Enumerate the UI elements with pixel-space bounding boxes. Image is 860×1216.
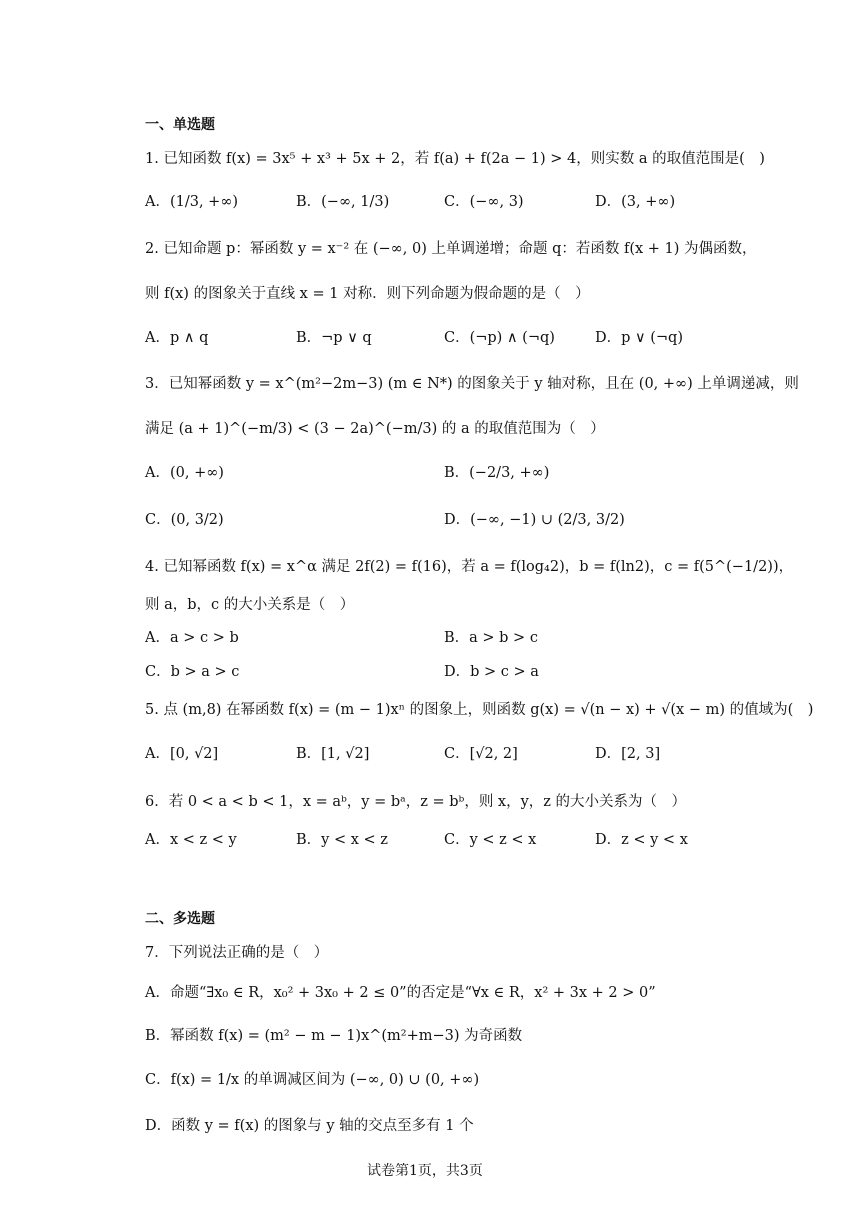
- question-2-stem-line1: 2. 已知命题 p：幂函数 y = x⁻² 在 (−∞, 0) 上单调递增；命题 q：若函数 f(x + 1) 为偶函数，: [145, 241, 757, 257]
- section-title-multi: 二、多选题: [145, 911, 215, 927]
- question-4-stem-line1: 4. 已知幂函数 f(x) = x^α 满足 2f(2) = f(16)，若 a = f(log₄2)，b = f(ln2)，c = f(5^(−1/2))，: [145, 559, 794, 575]
- question-5-option-b: B．[1, √2]: [296, 746, 370, 762]
- section-title-single: 一、单选题: [145, 117, 215, 133]
- question-4-option-d: D．b > c > a: [444, 664, 539, 680]
- question-3-stem-line2: 满足 (a + 1)^(−m/3) < (3 − 2a)^(−m/3) 的 a 的取值范围为（ ）: [145, 421, 605, 437]
- question-5-stem: 5. 点 (m,8) 在幂函数 f(x) = (m − 1)xⁿ 的图象上，则函数 g(x) = √(n − x) + √(x − m) 的值域为( ): [145, 702, 814, 718]
- page-footer: 试卷第1页，共3页: [367, 1163, 483, 1179]
- question-1-option-d: D．(3, +∞): [595, 194, 676, 210]
- question-7-stem: 7．下列说法正确的是（ ）: [145, 945, 329, 961]
- question-2-stem-line2: 则 f(x) 的图象关于直线 x = 1 对称．则下列命题为假命题的是（ ）: [145, 286, 590, 302]
- question-3-option-a: A．(0, +∞): [145, 465, 224, 481]
- question-1-option-c: C．(−∞, 3): [444, 194, 524, 210]
- question-6-option-d: D．z < y < x: [595, 832, 688, 848]
- question-4-stem-line2: 则 a，b，c 的大小关系是（ ）: [145, 597, 355, 613]
- question-6-stem: 6．若 0 < a < b < 1，x = aᵇ，y = bᵃ，z = bᵇ，则 x，y，z 的大小关系为（ ）: [145, 794, 687, 810]
- question-1-option-b: B．(−∞, 1/3): [296, 194, 390, 210]
- question-7-option-b: B．幂函数 f(x) = (m² − m − 1)x^(m²+m−3) 为奇函数: [145, 1028, 523, 1044]
- question-5-option-a: A．[0, √2]: [145, 746, 219, 762]
- question-2-option-c: C．(¬p) ∧ (¬q): [444, 330, 555, 346]
- question-5-option-c: C．[√2, 2]: [444, 746, 518, 762]
- question-3-option-c: C．(0, 3/2): [145, 512, 224, 528]
- question-7-option-d: D．函数 y = f(x) 的图象与 y 轴的交点至多有 1 个: [145, 1118, 474, 1134]
- question-3-stem-line1: 3．已知幂函数 y = x^(m²−2m−3) (m ∈ N*) 的图象关于 y 轴对称，且在 (0, +∞) 上单调递减，则: [145, 376, 799, 392]
- question-1-option-a: A．(1/3, +∞): [145, 194, 239, 210]
- question-4-option-c: C．b > a > c: [145, 664, 240, 680]
- question-6-option-b: B．y < x < z: [296, 832, 388, 848]
- question-6-option-c: C．y < z < x: [444, 832, 537, 848]
- question-4-option-a: A．a > c > b: [145, 630, 239, 646]
- question-5-option-d: D．[2, 3]: [595, 746, 661, 762]
- question-2-option-d: D．p ∨ (¬q): [595, 330, 683, 346]
- question-7-option-c: C．f(x) = 1/x 的单调减区间为 (−∞, 0) ∪ (0, +∞): [145, 1072, 480, 1088]
- question-1-stem: 1. 已知函数 f(x) = 3x⁵ + x³ + 5x + 2，若 f(a) + f(2a − 1) > 4，则实数 a 的取值范围是( ): [145, 151, 765, 167]
- question-7-option-a: A．命题“∃x₀ ∈ R，x₀² + 3x₀ + 2 ≤ 0”的否定是“∀x ∈ R，x² + 3x + 2 > 0”: [145, 985, 656, 1001]
- question-3-option-b: B．(−2/3, +∞): [444, 465, 550, 481]
- question-6-option-a: A．x < z < y: [145, 832, 237, 848]
- question-2-option-a: A．p ∧ q: [145, 330, 209, 346]
- question-2-option-b: B．¬p ∨ q: [296, 330, 372, 346]
- question-4-option-b: B．a > b > c: [444, 630, 538, 646]
- question-3-option-d: D．(−∞, −1) ∪ (2/3, 3/2): [444, 512, 625, 528]
